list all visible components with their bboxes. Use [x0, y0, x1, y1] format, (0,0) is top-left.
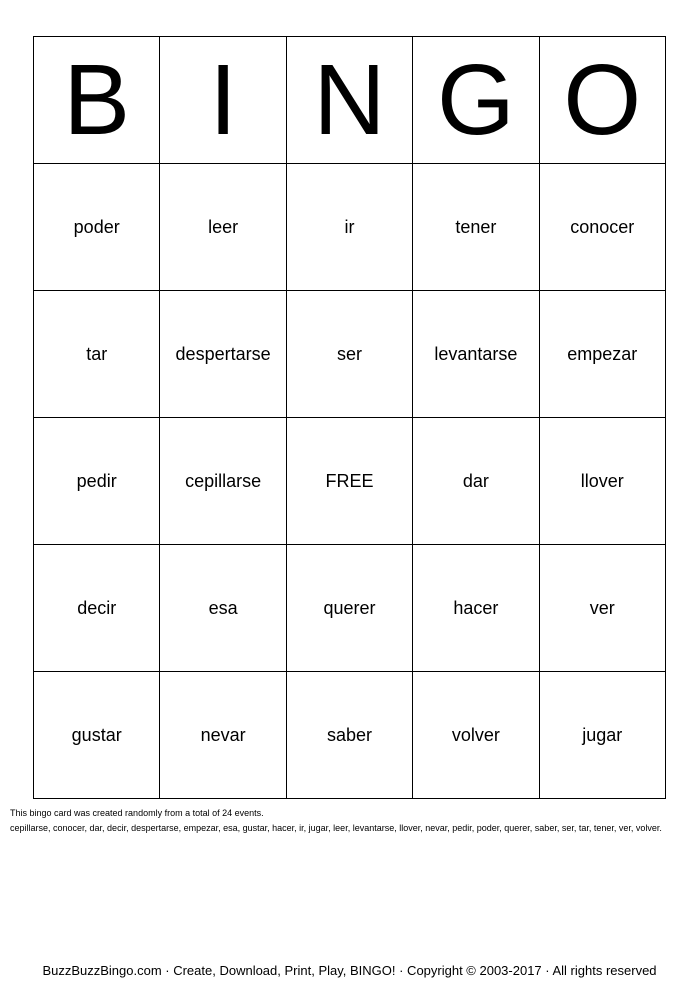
bingo-cell: querer — [286, 545, 412, 672]
bingo-row — [34, 672, 666, 799]
bingo-cell: gustar — [34, 672, 160, 799]
bingo-cell: jugar — [539, 672, 665, 799]
bingo-cell: tar — [34, 291, 160, 418]
bingo-cell: hacer — [413, 545, 539, 672]
bingo-row — [34, 291, 666, 418]
bingo-cell: despertarse — [160, 291, 286, 418]
bingo-row — [34, 164, 666, 291]
bingo-header-letter: I — [160, 37, 286, 164]
card-info-summary: This bingo card was created randomly from a total of 24 events. — [10, 808, 264, 818]
bingo-cell: ir — [286, 164, 412, 291]
card-info-note — [10, 806, 682, 836]
bingo-cell: volver — [413, 672, 539, 799]
bingo-header-letter: O — [539, 37, 665, 164]
bingo-row — [34, 418, 666, 545]
bingo-cell: esa — [160, 545, 286, 672]
bingo-free-cell: FREE — [286, 418, 412, 545]
bingo-cell: saber — [286, 672, 412, 799]
page-footer: BuzzBuzzBingo.com · Create, Download, Print, Play, BINGO! · Copyright © 2003-2017 · All rights reserved — [42, 963, 657, 978]
bingo-cell: conocer — [539, 164, 665, 291]
bingo-header-letter: N — [286, 37, 412, 164]
bingo-header-row — [34, 37, 666, 164]
bingo-cell: pedir — [34, 418, 160, 545]
bingo-header-letter: B — [34, 37, 160, 164]
bingo-cell: llover — [539, 418, 665, 545]
bingo-cell: dar — [413, 418, 539, 545]
bingo-cell: empezar — [539, 291, 665, 418]
bingo-cell: cepillarse — [160, 418, 286, 545]
bingo-cell: decir — [34, 545, 160, 672]
bingo-cell: nevar — [160, 672, 286, 799]
bingo-cell: levantarse — [413, 291, 539, 418]
bingo-cell: ser — [286, 291, 412, 418]
bingo-card — [33, 36, 666, 799]
card-info-word-list: cepillarse, conocer, dar, decir, despertarse, empezar, esa, gustar, hacer, ir, jugar, leer, levantarse, llover, nevar, pedir, poder, querer, saber, ser, tar, tener, ver, volver. — [10, 823, 662, 833]
bingo-cell: tener — [413, 164, 539, 291]
bingo-cell: leer — [160, 164, 286, 291]
bingo-row — [34, 545, 666, 672]
bingo-header-letter: G — [413, 37, 539, 164]
bingo-cell: ver — [539, 545, 665, 672]
bingo-cell: poder — [34, 164, 160, 291]
